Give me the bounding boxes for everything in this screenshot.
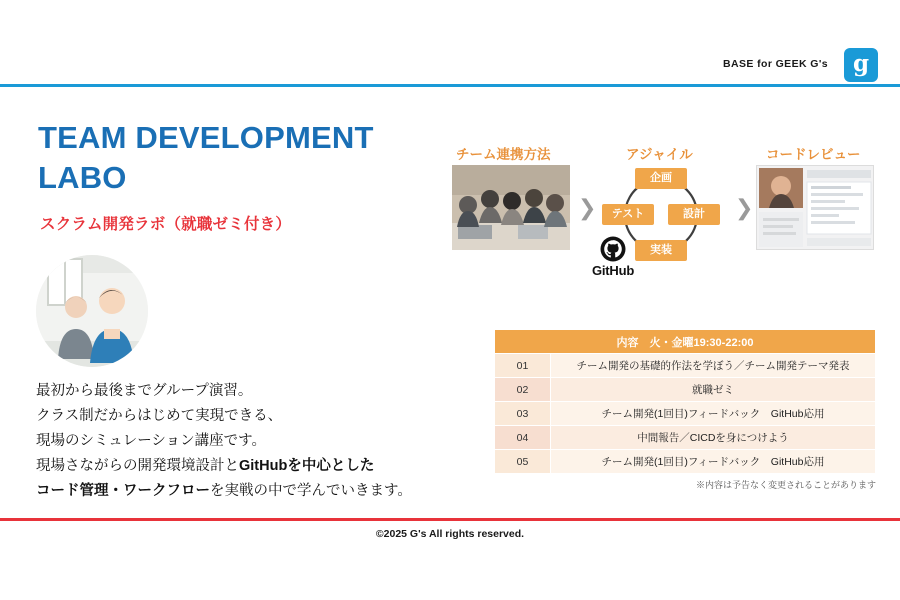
schedule-table bbox=[494, 329, 876, 474]
cycle-box-implement: 実装 bbox=[635, 240, 687, 261]
body-line-4 bbox=[36, 454, 466, 479]
cycle-box-design: 設計 bbox=[668, 204, 720, 225]
github-label: GitHub bbox=[591, 263, 635, 278]
copyright: ©2025 G's All rights reserved. bbox=[375, 528, 525, 540]
table-row bbox=[495, 426, 876, 450]
code-review-svg bbox=[757, 166, 873, 249]
row-description: 就職ゼミ bbox=[551, 378, 876, 402]
row-number: 05 bbox=[495, 450, 551, 474]
team-photo-svg bbox=[452, 165, 570, 250]
body-line-4-bold: GitHubを中心とした bbox=[239, 457, 375, 474]
code-review-photo bbox=[756, 165, 874, 250]
row-description: 中間報告／CICDを身につけよう bbox=[551, 426, 876, 450]
table-header-cell: 内容 火・金曜19:30‑22:00 bbox=[495, 330, 876, 354]
table-row bbox=[495, 402, 876, 426]
table-row bbox=[495, 378, 876, 402]
row-number: 02 bbox=[495, 378, 551, 402]
body-copy bbox=[36, 379, 466, 504]
row-number: 03 bbox=[495, 402, 551, 426]
body-line-3: 現場のシミュレーション講座です。 bbox=[36, 432, 266, 449]
schedule-table-body bbox=[495, 354, 876, 474]
portrait-illustration bbox=[36, 255, 148, 367]
body-line-4-plain: 現場さながらの開発環境設計と bbox=[36, 457, 239, 474]
brand-text: BASE for GEEK G's bbox=[723, 58, 828, 70]
page-subtitle: スクラム開発ラボ（就職ゼミ付き） bbox=[40, 216, 292, 233]
body-line-5-plain: を実戦の中で学んでいきます。 bbox=[210, 482, 412, 499]
body-line-5 bbox=[36, 479, 466, 504]
portrait-svg bbox=[36, 255, 148, 367]
table-row bbox=[495, 450, 876, 474]
schedule-table-head bbox=[495, 330, 876, 354]
team-photo bbox=[452, 165, 570, 250]
table-note: ※内容は予告なく変更されることがあります bbox=[695, 480, 876, 490]
row-number: 01 bbox=[495, 354, 551, 378]
row-number: 04 bbox=[495, 426, 551, 450]
github-icon-svg bbox=[600, 236, 626, 262]
body-line-2: クラス制だからはじめて実現できる、 bbox=[36, 407, 283, 424]
row-description: チーム開発(1回目)フィードバック GitHub応用 bbox=[551, 450, 876, 474]
slide-header bbox=[0, 0, 900, 84]
arrow-right-icon-2: ❯ bbox=[735, 196, 754, 221]
row-description: チーム開発の基礎的作法を学ぼう／チーム開発テーマ発表 bbox=[551, 354, 876, 378]
page-title: TEAM DEVELOPMENT LABO bbox=[38, 120, 374, 195]
diagram-label-team: チーム連携方法 bbox=[456, 147, 551, 162]
github-block bbox=[583, 236, 643, 278]
arrow-right-icon-1: ❯ bbox=[578, 196, 597, 221]
diagram-label-agile: アジャイル bbox=[626, 147, 693, 162]
diagram-label-review: コードレビュー bbox=[766, 147, 861, 162]
github-icon bbox=[600, 236, 626, 262]
cycle-box-plan: 企画 bbox=[635, 168, 687, 189]
cycle-box-test: テスト bbox=[602, 204, 654, 225]
table-header-row bbox=[495, 330, 876, 354]
body-line-1: 最初から最後までグループ演習。 bbox=[36, 383, 253, 399]
brand-logo: g bbox=[844, 48, 878, 82]
body-line-5-bold: コード管理・ワークフロー bbox=[36, 482, 210, 499]
footer-divider bbox=[0, 518, 900, 521]
row-description: チーム開発(1回目)フィードバック GitHub応用 bbox=[551, 402, 876, 426]
header-divider bbox=[0, 84, 900, 87]
table-row bbox=[495, 354, 876, 378]
